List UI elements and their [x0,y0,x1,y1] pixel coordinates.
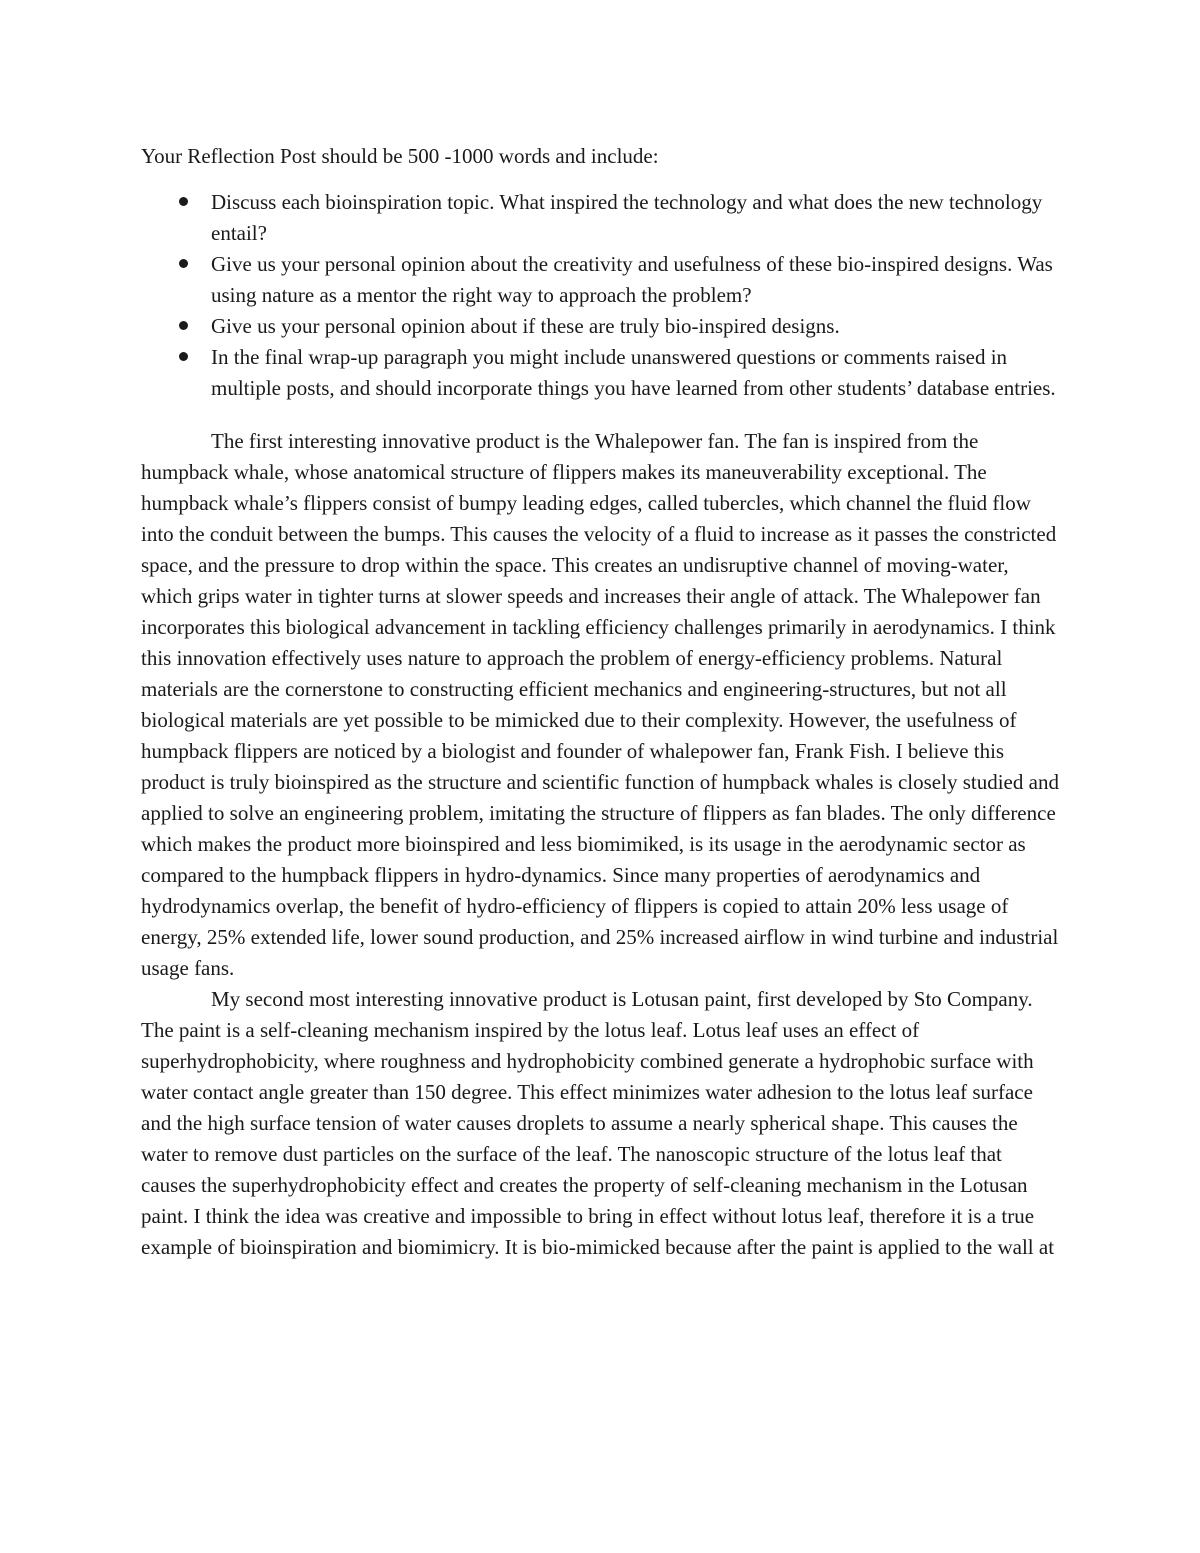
requirement-text: Give us your personal opinion about the creativity and usefulness of these bio-inspired designs. Was using nature as a mentor the right way to approach the problem? [211,252,1053,307]
requirements-list [141,187,1061,404]
paragraph-lotusan: My second most interesting innovative product is Lotusan paint, first developed by Sto Company. The paint is a self-cleaning mechanism inspired by the lotus leaf. Lotus leaf uses an effect of superhydrophobicity, where roughness and hydrophobicity combined generate a hydrophobic surface with water contact angle greater than 150 degree. This effect minimizes water adhesion to the lotus leaf surface and the high surface tension of water causes droplets to assume a nearly spherical shape. This causes the water to remove dust particles on the surface of the leaf. The nanoscopic structure of the lotus leaf that causes the superhydrophobicity effect and creates the property of self-cleaning mechanism in the Lotusan paint. I think the idea was creative and impossible to bring in effect without lotus leaf, therefore it is a true example of bioinspiration and biomimicry. It is bio-mimicked because after the paint is applied to the wall at [141,987,1055,1259]
requirement-item [141,342,1061,404]
document-body [141,141,1061,1263]
bullet-icon [179,197,188,206]
bullet-icon [179,321,188,330]
paragraph-whalepower: The first interesting innovative product is the Whalepower fan. The fan is inspired from the humpback whale, whose anatomical structure of flippers makes its maneuverability exceptional. The humpback whale’s flippers consist of bumpy leading edges, called tubercles, which channel the fluid flow into the conduit between the bumps. This causes the velocity of a fluid to increase as it passes the constricted space, and the pressure to drop within the space. This creates an undisruptive channel of moving-water, which grips water in tighter turns at slower speeds and increases their angle of attack. The Whalepower fan incorporates this biological advancement in tackling efficiency challenges primarily in aerodynamics. I think this innovation effectively uses nature to approach the problem of energy-efficiency problems. Natural materials are the cornerstone to constructing efficient mechanics and engineering-structures, but not all biological materials are yet possible to be mimicked due to their complexity. However, the usefulness of humpback flippers are noticed by a biologist and founder of whalepower fan, Frank Fish. I believe this product is truly bioinspired as the structure and scientific function of humpback whales is closely studied and applied to solve an engineering problem, imitating the structure of flippers as fan blades. The only difference which makes the product more bioinspired and less biomimiked, is its usage in the aerodynamic sector as compared to the humpback flippers in hydro-dynamics. Since many properties of aerodynamics and hydrodynamics overlap, the benefit of hydro-efficiency of flippers is copied to attain 20% less usage of energy, 25% extended life, lower sound production, and 25% increased airflow in wind turbine and industrial usage fans. [141,429,1059,980]
requirement-item [141,311,1061,342]
requirement-text: Give us your personal opinion about if these are truly bio-inspired designs. [211,314,840,338]
bullet-icon [179,352,188,361]
requirement-text: In the final wrap-up paragraph you might include unanswered questions or comments raised in multiple posts, and should incorporate things you have learned from other students’ database entries. [211,345,1056,400]
bullet-icon [179,259,188,268]
assignment-intro: Your Reflection Post should be 500 -1000 words and include: [141,144,659,168]
requirement-text: Discuss each bioinspiration topic. What inspired the technology and what does the new technology entail? [211,190,1043,245]
requirement-item [141,249,1061,311]
requirement-item [141,187,1061,249]
